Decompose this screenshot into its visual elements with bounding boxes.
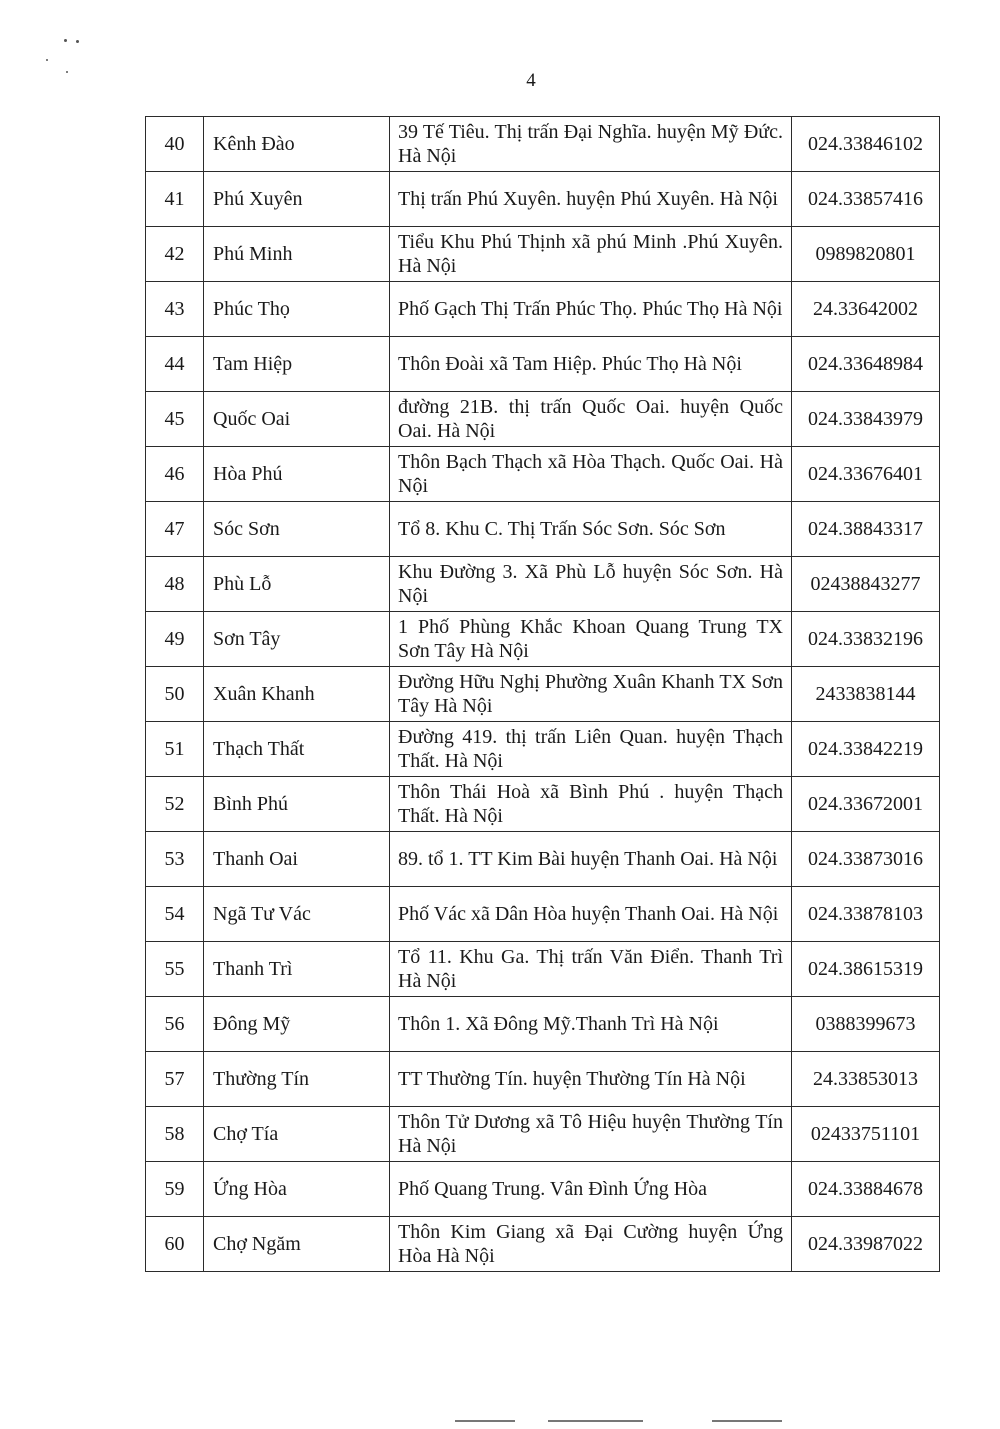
table-row bbox=[146, 227, 940, 282]
office-address: 89. tổ 1. TT Kim Bài huyện Thanh Oai. Hà Nội bbox=[390, 832, 792, 887]
office-address: Phố Vác xã Dân Hòa huyện Thanh Oai. Hà Nội bbox=[390, 887, 792, 942]
row-number: 41 bbox=[146, 172, 204, 227]
office-address: Tổ 11. Khu Ga. Thị trấn Văn Điển. Thanh Trì Hà Nội bbox=[390, 942, 792, 997]
office-address: Thôn Kim Giang xã Đại Cường huyện Ứng Hòa Hà Nội bbox=[390, 1217, 792, 1272]
table-row bbox=[146, 942, 940, 997]
office-name: Hòa Phú bbox=[204, 447, 390, 502]
row-number: 43 bbox=[146, 282, 204, 337]
table-row bbox=[146, 447, 940, 502]
office-address: Phố Gạch Thị Trấn Phúc Thọ. Phúc Thọ Hà Nội bbox=[390, 282, 792, 337]
office-phone: 24.33642002 bbox=[792, 282, 940, 337]
office-phone: 02438843277 bbox=[792, 557, 940, 612]
row-number: 45 bbox=[146, 392, 204, 447]
scan-mark bbox=[712, 1420, 782, 1422]
office-name: Chợ Tía bbox=[204, 1107, 390, 1162]
table-row bbox=[146, 612, 940, 667]
office-name: Bình Phú bbox=[204, 777, 390, 832]
office-address: Thôn Đoài xã Tam Hiệp. Phúc Thọ Hà Nội bbox=[390, 337, 792, 392]
table-row bbox=[146, 1217, 940, 1272]
row-number: 53 bbox=[146, 832, 204, 887]
scan-speck bbox=[76, 40, 79, 43]
table-row bbox=[146, 117, 940, 172]
row-number: 57 bbox=[146, 1052, 204, 1107]
office-name: Quốc Oai bbox=[204, 392, 390, 447]
office-address: Thị trấn Phú Xuyên. huyện Phú Xuyên. Hà Nội bbox=[390, 172, 792, 227]
office-address: Đường 419. thị trấn Liên Quan. huyện Thạch Thất. Hà Nội bbox=[390, 722, 792, 777]
office-name: Tam Hiệp bbox=[204, 337, 390, 392]
row-number: 48 bbox=[146, 557, 204, 612]
office-name: Đông Mỹ bbox=[204, 997, 390, 1052]
table-row bbox=[146, 557, 940, 612]
table-row bbox=[146, 887, 940, 942]
office-phone: 024.33884678 bbox=[792, 1162, 940, 1217]
table-row bbox=[146, 1107, 940, 1162]
table-row bbox=[146, 997, 940, 1052]
table-row bbox=[146, 337, 940, 392]
row-number: 52 bbox=[146, 777, 204, 832]
row-number: 59 bbox=[146, 1162, 204, 1217]
table-row bbox=[146, 1162, 940, 1217]
table-row bbox=[146, 172, 940, 227]
office-phone: 2433838144 bbox=[792, 667, 940, 722]
row-number: 55 bbox=[146, 942, 204, 997]
office-name: Kênh Đào bbox=[204, 117, 390, 172]
office-phone: 0989820801 bbox=[792, 227, 940, 282]
row-number: 54 bbox=[146, 887, 204, 942]
office-phone: 024.33987022 bbox=[792, 1217, 940, 1272]
office-name: Thanh Oai bbox=[204, 832, 390, 887]
office-phone: 024.33857416 bbox=[792, 172, 940, 227]
office-address: TT Thường Tín. huyện Thường Tín Hà Nội bbox=[390, 1052, 792, 1107]
office-address: Tiểu Khu Phú Thịnh xã phú Minh .Phú Xuyên. Hà Nội bbox=[390, 227, 792, 282]
office-name: Sơn Tây bbox=[204, 612, 390, 667]
office-address: Thôn Thái Hoà xã Bình Phú . huyện Thạch Thất. Hà Nội bbox=[390, 777, 792, 832]
table-row bbox=[146, 282, 940, 337]
office-name: Phú Minh bbox=[204, 227, 390, 282]
row-number: 60 bbox=[146, 1217, 204, 1272]
table-row bbox=[146, 392, 940, 447]
office-name: Chợ Ngăm bbox=[204, 1217, 390, 1272]
table-row bbox=[146, 832, 940, 887]
office-phone: 024.33832196 bbox=[792, 612, 940, 667]
office-address: Thôn Tử Dương xã Tô Hiệu huyện Thường Tín Hà Nội bbox=[390, 1107, 792, 1162]
office-address: 1 Phố Phùng Khắc Khoan Quang Trung TX Sơn Tây Hà Nội bbox=[390, 612, 792, 667]
office-phone: 024.33648984 bbox=[792, 337, 940, 392]
office-phone: 024.33676401 bbox=[792, 447, 940, 502]
page-number: 4 bbox=[526, 70, 536, 91]
office-name: Ngã Tư Vác bbox=[204, 887, 390, 942]
row-number: 44 bbox=[146, 337, 204, 392]
scan-mark bbox=[455, 1420, 515, 1422]
office-name: Sóc Sơn bbox=[204, 502, 390, 557]
office-phone: 024.38843317 bbox=[792, 502, 940, 557]
office-phone: 0388399673 bbox=[792, 997, 940, 1052]
row-number: 47 bbox=[146, 502, 204, 557]
office-phone: 024.33843979 bbox=[792, 392, 940, 447]
office-address: Phố Quang Trung. Vân Đình Ứng Hòa bbox=[390, 1162, 792, 1217]
office-phone: 024.38615319 bbox=[792, 942, 940, 997]
row-number: 51 bbox=[146, 722, 204, 777]
office-phone: 024.33842219 bbox=[792, 722, 940, 777]
office-phone: 024.33672001 bbox=[792, 777, 940, 832]
table-row bbox=[146, 502, 940, 557]
table-row bbox=[146, 667, 940, 722]
office-phone: 024.33873016 bbox=[792, 832, 940, 887]
table-row bbox=[146, 722, 940, 777]
scan-speck bbox=[64, 39, 67, 42]
row-number: 46 bbox=[146, 447, 204, 502]
office-directory-table bbox=[145, 116, 940, 1272]
office-phone: 24.33853013 bbox=[792, 1052, 940, 1107]
row-number: 56 bbox=[146, 997, 204, 1052]
office-name: Phú Xuyên bbox=[204, 172, 390, 227]
office-name: Thanh Trì bbox=[204, 942, 390, 997]
office-address: Thôn Bạch Thạch xã Hòa Thạch. Quốc Oai. Hà Nội bbox=[390, 447, 792, 502]
office-address: 39 Tế Tiêu. Thị trấn Đại Nghĩa. huyện Mỹ Đức. Hà Nội bbox=[390, 117, 792, 172]
office-address: Khu Đường 3. Xã Phù Lỗ huyện Sóc Sơn. Hà Nội bbox=[390, 557, 792, 612]
table-row bbox=[146, 777, 940, 832]
office-address: Tổ 8. Khu C. Thị Trấn Sóc Sơn. Sóc Sơn bbox=[390, 502, 792, 557]
office-name: Thường Tín bbox=[204, 1052, 390, 1107]
office-phone: 024.33846102 bbox=[792, 117, 940, 172]
table-row bbox=[146, 1052, 940, 1107]
scan-mark bbox=[548, 1420, 643, 1422]
office-phone: 024.33878103 bbox=[792, 887, 940, 942]
office-address: Thôn 1. Xã Đông Mỹ.Thanh Trì Hà Nội bbox=[390, 997, 792, 1052]
office-address: Đường Hữu Nghị Phường Xuân Khanh TX Sơn Tây Hà Nội bbox=[390, 667, 792, 722]
row-number: 42 bbox=[146, 227, 204, 282]
office-name: Thạch Thất bbox=[204, 722, 390, 777]
office-name: Phù Lỗ bbox=[204, 557, 390, 612]
scan-speck bbox=[46, 59, 48, 61]
office-name: Xuân Khanh bbox=[204, 667, 390, 722]
office-phone: 02433751101 bbox=[792, 1107, 940, 1162]
row-number: 58 bbox=[146, 1107, 204, 1162]
office-address: đường 21B. thị trấn Quốc Oai. huyện Quốc Oai. Hà Nội bbox=[390, 392, 792, 447]
row-number: 49 bbox=[146, 612, 204, 667]
office-name: Ứng Hòa bbox=[204, 1162, 390, 1217]
row-number: 40 bbox=[146, 117, 204, 172]
office-name: Phúc Thọ bbox=[204, 282, 390, 337]
row-number: 50 bbox=[146, 667, 204, 722]
